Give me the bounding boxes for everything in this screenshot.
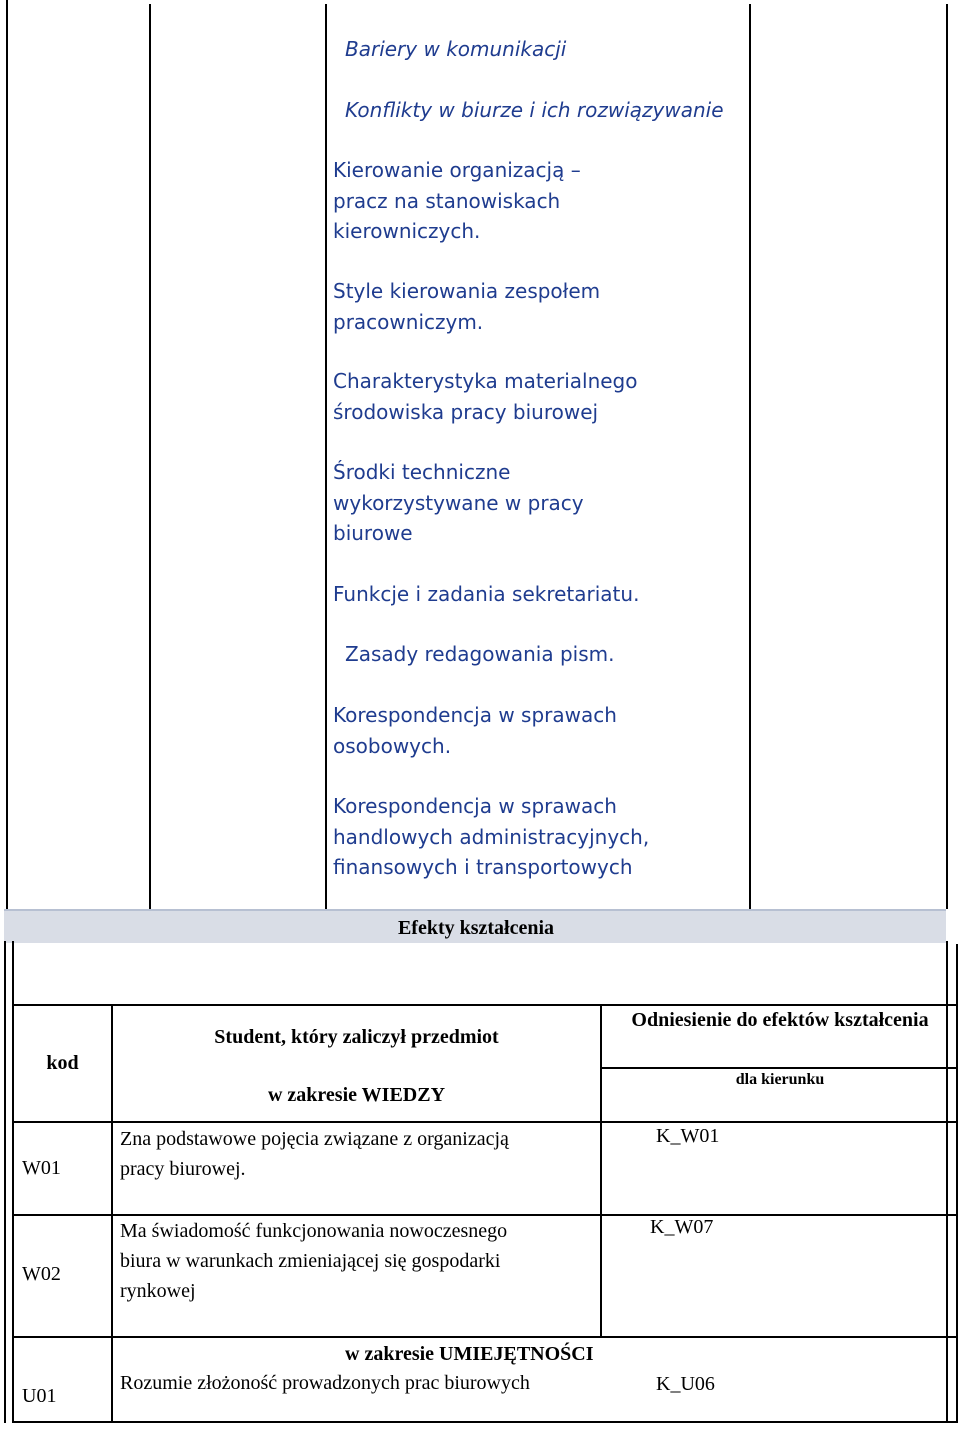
lower-table-left-outer-border <box>4 941 6 1423</box>
column-header-reference: Odniesienie do efektów kształcenia <box>631 1009 929 1031</box>
topic-item: Charakterystyka materialnego środowiska pracy biurowej <box>333 369 638 424</box>
lower-table-header-top-line <box>12 1004 958 1006</box>
effect-description: Zna podstawowe pojęcia związane z organizacją pracy biurowej. <box>120 1128 509 1180</box>
upper-table-col-divider-3 <box>749 4 751 909</box>
lower-table-ref-sub-line <box>602 1067 958 1069</box>
effect-reference: K_W01 <box>656 1125 720 1147</box>
effect-reference: K_W07 <box>650 1216 714 1238</box>
section-skills-heading: w zakresie UMIEJĘTNOŚCI <box>345 1343 594 1365</box>
effects-title: Efekty kształcenia <box>397 917 555 939</box>
lower-table-divider-desc <box>600 1004 602 1338</box>
topic-item: Środki techniczne wykorzystywane w pracy biurowe <box>333 460 584 545</box>
column-header-reference-sub: dla kierunku <box>735 1071 825 1088</box>
topic-item: Kierowanie organizacją – pracz na stanowiskach kierowniczych. <box>333 158 581 243</box>
topic-item: Funkcje i zadania sekretariatu. <box>333 582 640 606</box>
column-header-student: Student, który zaliczył przedmiot <box>214 1026 499 1048</box>
topic-item: Korespondencja w sprawach handlowych administracyjnych, finansowych i transportowych <box>333 794 650 879</box>
upper-table-right-border <box>946 4 948 909</box>
upper-table-col-divider-2 <box>325 4 327 909</box>
effect-code: W02 <box>22 1263 61 1285</box>
effect-description: Rozumie złożoność prowadzonych prac biurowych <box>120 1372 530 1394</box>
topic-item: Style kierowania zespołem pracowniczym. <box>333 279 601 334</box>
topic-item: Bariery w komunikacji <box>345 37 567 61</box>
lower-table-row-line-2 <box>12 1336 958 1338</box>
effect-code: U01 <box>22 1385 57 1407</box>
topic-item: Korespondencja w sprawach osobowych. <box>333 703 617 758</box>
lower-table-bottom-line <box>12 1421 958 1423</box>
effect-reference: K_U06 <box>656 1373 715 1395</box>
topic-item: Konflikty w biurze i ich rozwiązywanie <box>345 98 724 122</box>
upper-table-col-divider-1 <box>149 4 151 909</box>
section-knowledge-heading: w zakresie WIEDZY <box>267 1084 446 1106</box>
effect-code: W01 <box>22 1157 61 1179</box>
effect-description: Ma świadomość funkcjonowania nowoczesnego biura w warunkach zmieniającej się gospodarki rynkowej <box>120 1220 508 1302</box>
lower-table-left-border <box>12 941 14 1423</box>
topic-item: Zasady redagowania pism. <box>345 642 615 666</box>
upper-table-left-border <box>6 0 8 909</box>
lower-table-header-bottom-line <box>12 1121 958 1123</box>
column-header-kod: kod <box>46 1052 79 1074</box>
